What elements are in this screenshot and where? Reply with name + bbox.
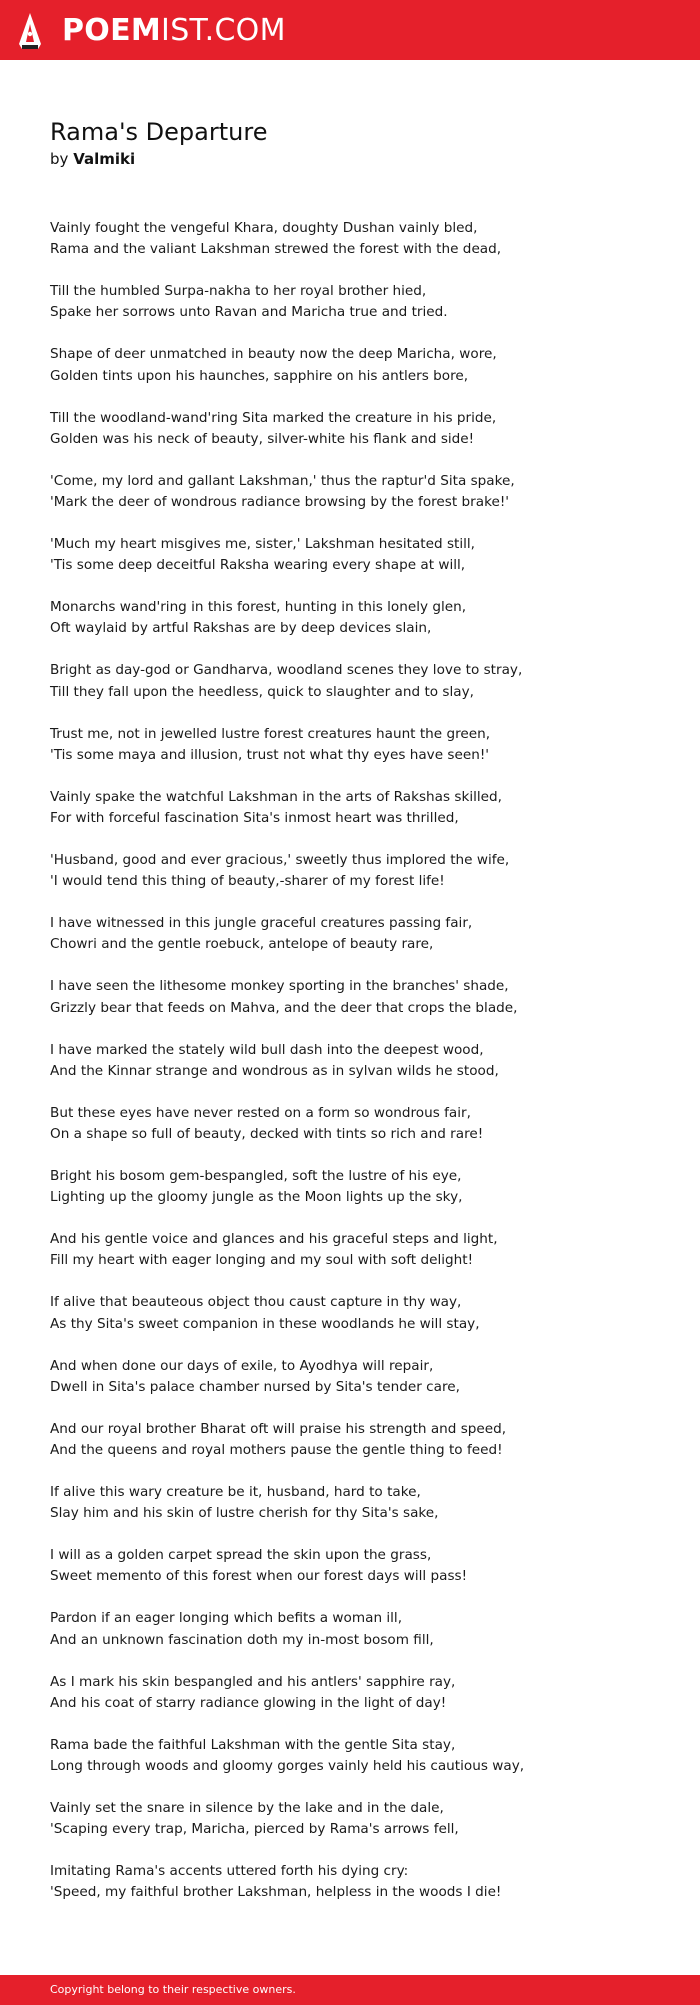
poem-stanza [50,1735,660,1777]
poem-line: Golden was his neck of beauty, silver-white his flank and side! [50,430,475,447]
brand-name-bold: POEM [62,13,162,48]
poem-stanza [50,1040,660,1082]
author-name: Valmiki [73,150,136,168]
poem-line: 'Tis some deep deceitful Raksha wearing every shape at will, [50,557,466,574]
poem-stanza [50,976,660,1018]
brand-name-light: IST.COM [161,13,286,48]
poem-line: As thy Sita's sweet companion in these woodlands he will stay, [50,1315,480,1332]
poem-line: Golden tints upon his haunches, sapphire on his antlers bore, [50,367,469,384]
poem-line: For with forceful fascination Sita's inmost heart was thrilled, [50,810,459,827]
poem-stanza [50,660,660,702]
poem-line: 'Speed, my faithful brother Lakshman, helpless in the woods I die! [50,1884,502,1901]
poem-stanza [50,1292,660,1334]
poem-stanza [50,344,660,386]
poem-line: Lighting up the gloomy jungle as the Moon lights up the sky, [50,1189,463,1206]
poem-line: Till they fall upon the heedless, quick to slaughter and to slay, [50,683,474,700]
poem-line: Fill my heart with eager longing and my soul with soft delight! [50,1252,474,1269]
poem-stanza [50,1672,660,1714]
poem-stanza [50,1166,660,1208]
poem-line: Till the humbled Surpa-nakha to her royal brother hied, [50,283,427,300]
poem-stanza [50,534,660,576]
poem-stanza [50,1545,660,1587]
poem-stanza [50,471,660,513]
poem-line: If alive that beauteous object thou caust capture in thy way, [50,1294,462,1311]
poem-line: Spake her sorrows unto Ravan and Maricha true and tried. [50,304,448,321]
poem-line: And when done our days of exile, to Ayodhya will repair, [50,1357,434,1374]
poem-line: Shape of deer unmatched in beauty now the deep Maricha, wore, [50,346,497,363]
brand-name [62,12,286,50]
poem-line: Long through woods and gloomy gorges vainly held his cautious way, [50,1758,525,1775]
poem-line: I have witnessed in this jungle graceful creatures passing fair, [50,915,473,932]
poem-stanza [50,913,660,955]
poem-stanza [50,1419,660,1461]
poem-line: I will as a golden carpet spread the skin upon the grass, [50,1547,432,1564]
poem-stanza [50,597,660,639]
poem-line: Oft waylaid by artful Rakshas are by deep devices slain, [50,620,432,637]
poem-stanza [50,1861,660,1903]
poem-line: And his gentle voice and glances and his graceful steps and light, [50,1231,498,1248]
poem-line: 'Come, my lord and gallant Lakshman,' thus the raptur'd Sita spake, [50,472,515,489]
site-logo[interactable] [18,12,286,50]
poem-line: 'Husband, good and ever gracious,' sweetly thus implored the wife, [50,852,510,869]
poem-title: Rama's Departure [50,118,268,146]
poem-stanza [50,1482,660,1524]
poem-heading [50,117,660,169]
poem-stanza [50,1798,660,1840]
poem-line: Imitating Rama's accents uttered forth his dying cry: [50,1863,409,1880]
by-label: by [50,150,69,168]
poem-line: Slay him and his skin of lustre cherish for thy Sita's sake, [50,1505,439,1522]
poem-stanza [50,408,660,450]
poem-line: On a shape so full of beauty, decked with tints so rich and rare! [50,1126,484,1143]
poem-stanza [50,1103,660,1145]
poem-line: Vainly set the snare in silence by the lake and in the dale, [50,1800,444,1817]
poem-line: As I mark his skin bespangled and his antlers' sapphire ray, [50,1673,456,1690]
poem-line: And the queens and royal mothers pause the gentle thing to feed! [50,1442,503,1459]
poem-line: I have seen the lithesome monkey sporting in the branches' shade, [50,978,509,995]
poem-stanza [50,1608,660,1650]
poem-line: 'Much my heart misgives me, sister,' Lakshman hesitated still, [50,536,476,553]
site-footer [0,1975,700,2005]
poem-stanza [50,850,660,892]
poem-line: But these eyes have never rested on a form so wondrous fair, [50,1104,471,1121]
poem-stanza [50,724,660,766]
poem-line: Vainly fought the vengeful Khara, doughty Dushan vainly bled, [50,220,478,236]
poem-line: Monarchs wand'ring in this forest, hunting in this lonely glen, [50,599,467,616]
poem-body [50,218,660,1924]
poem-line: Chowri and the gentle roebuck, antelope of beauty rare, [50,936,434,953]
poem-line: 'Tis some maya and illusion, trust not what thy eyes have seen!' [50,746,490,763]
poem-line: Trust me, not in jewelled lustre forest creatures haunt the green, [50,725,491,742]
poem-line: And the Kinnar strange and wondrous as in sylvan wilds he stood, [50,1062,499,1079]
poem-line: And an unknown fascination doth my in-most bosom fill, [50,1631,434,1648]
poem-stanza [50,787,660,829]
poem-line: And his coat of starry radiance glowing in the light of day! [50,1694,447,1711]
poem-line: Sweet memento of this forest when our forest days will pass! [50,1568,468,1585]
site-header [0,0,700,60]
poem-line: 'Mark the deer of wondrous radiance browsing by the forest brake!' [50,494,510,511]
poem-stanza [50,1356,660,1398]
byline [50,149,660,169]
poem-line: Dwell in Sita's palace chamber nursed by Sita's tender care, [50,1378,460,1395]
poem-line: Bright his bosom gem-bespangled, soft the lustre of his eye, [50,1168,462,1185]
poem-line: And our royal brother Bharat oft will praise his strength and speed, [50,1420,507,1437]
poem-line: Vainly spake the watchful Lakshman in the arts of Rakshas skilled, [50,788,502,805]
poem-line: Rama and the valiant Lakshman strewed the forest with the dead, [50,241,502,258]
poem-stanza [50,218,660,260]
poem-line: Rama bade the faithful Lakshman with the gentle Sita stay, [50,1736,456,1753]
poem-line: Grizzly bear that feeds on Mahva, and the deer that crops the blade, [50,999,518,1016]
poem-stanza [50,1229,660,1271]
poem-line: If alive this wary creature be it, husband, hard to take, [50,1484,421,1501]
poem-line: Till the woodland-wand'ring Sita marked the creature in his pride, [50,409,497,426]
poem-line: Pardon if an eager longing which befits a woman ill, [50,1610,403,1627]
copyright-text: Copyright belong to their respective owners. [50,1983,296,1996]
poem-line: I have marked the stately wild bull dash into the deepest wood, [50,1041,484,1058]
poem-stanza [50,281,660,323]
pen-nib-icon [18,12,42,50]
poem-line: 'I would tend this thing of beauty,-sharer of my forest life! [50,873,445,890]
poem-line: 'Scaping every trap, Maricha, pierced by Rama's arrows fell, [50,1821,459,1838]
poem-line: Bright as day-god or Gandharva, woodland scenes they love to stray, [50,662,523,679]
